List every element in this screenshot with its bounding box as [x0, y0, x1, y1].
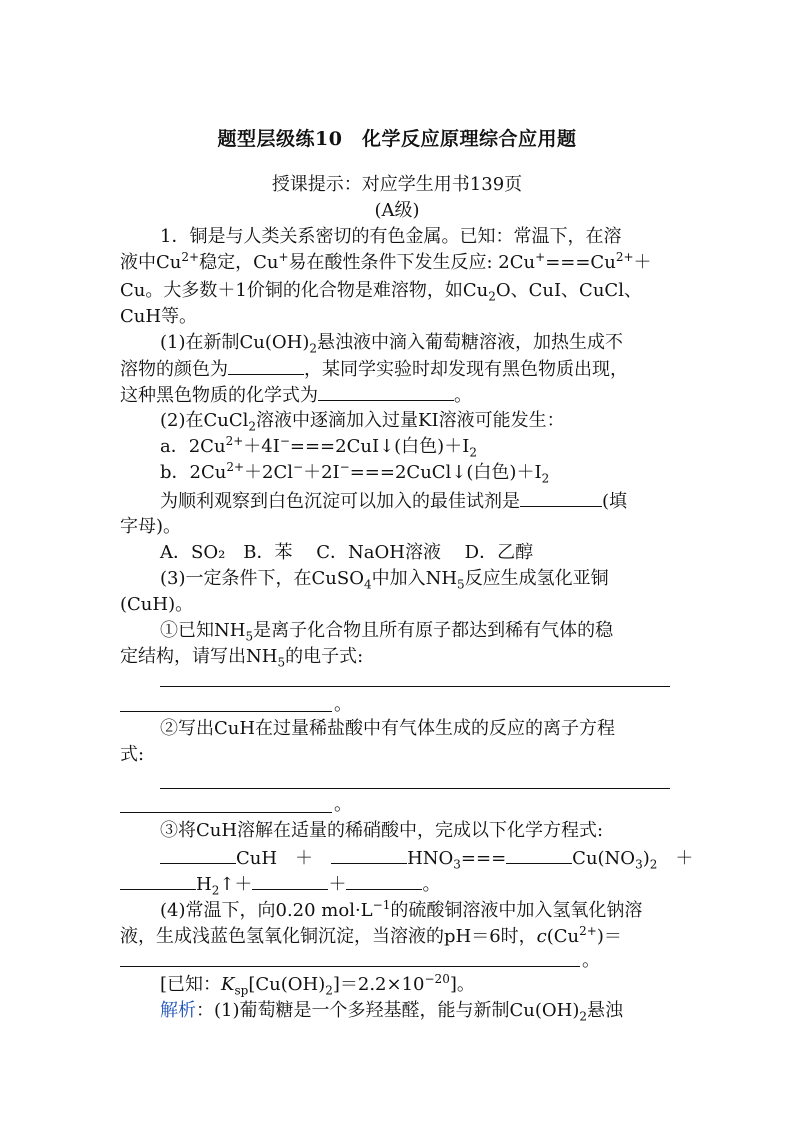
part3-sub1-line-2: 定结构，请写出$NH_5$的电子式: [120, 646, 364, 670]
part3-sub3-line-1: ③将CuH溶解在适量的稀硝酸中，完成以下化学方程式: [160, 820, 604, 841]
answer-line [120, 966, 580, 967]
period-mark: 。 [334, 794, 352, 815]
part4-line-1: (4)常温下，向0.20 $mol\cdot L^{-1}$的硫酸铜溶液中加入氢氧化钠溶 [160, 898, 643, 921]
answer-blank [120, 871, 196, 890]
answer-line [120, 812, 332, 813]
answer-blank [520, 488, 602, 507]
analysis-label: 解析 [160, 1000, 196, 1021]
equation-line-1: CuH ＋ $HNO_3=== Cu(NO_3)_2$ ＋ [160, 845, 676, 872]
reaction-b: b．$2Cu^{2+}+2Cl^-+2I^-===2CuCl↓$(白色)$+I_2$ [160, 460, 550, 486]
part2-line-1: (2)在CuCl$_2$溶液中逐滴加入过量KI溶液可能发生： [160, 410, 565, 434]
part3-line-1: (3)一定条件下，在CuSO$_4$中加入$NH_5$反应生成氢化亚铜 [160, 568, 609, 592]
hint-line: 授课提示：对应学生用书139页 [271, 174, 523, 195]
answer-blank [228, 356, 304, 375]
part3-sub2-line-1: ②写出CuH在过量稀盐酸中有气体生成的反应的离子方程 [160, 718, 616, 739]
part3-sub2-line-2: 式: [120, 744, 145, 765]
answer-blank [318, 382, 454, 401]
answer-line [120, 711, 332, 712]
answer-blank [506, 845, 572, 864]
reaction-a: a．$2Cu^{2+}+4I^-===2CuI↓$(白色)$+I_2$ [160, 434, 477, 460]
answer-blank [160, 845, 236, 864]
period-mark: 。 [334, 694, 352, 715]
answer-line [160, 686, 670, 687]
period-mark: 。 [582, 950, 600, 971]
answer-line [160, 788, 670, 789]
q1-line-3: Cu。大多数＋1价铜的化合物是难溶物，如$Cu_2O$、CuI、CuCl、 [120, 280, 642, 304]
part1-line-1: (1)在新制$Cu(OH)_2$悬浊液中滴入葡萄糖溶液，加热生成不 [160, 332, 624, 356]
part2-options: A．SO₂ B．苯 C．NaOH溶液 D．乙醇 [160, 542, 534, 563]
part1-line-2: 溶物的颜色为 ，某同学实验时却发现有黑色物质出现， [120, 356, 676, 383]
part4-line-2: 液，生成浅蓝色氢氧化铜沉淀，当溶液的pH＝6时，$c(Cu^{2+})=$ [120, 924, 622, 947]
part2-question-end: 字母)。 [120, 516, 182, 537]
part2-question: 为顺利观察到白色沉淀可以加入的最佳试剂是 (填 [160, 488, 676, 515]
answer-blank [252, 871, 328, 890]
part3-sub1-line-1: ①已知$NH_5$是离子化合物且所有原子都达到稀有气体的稳 [160, 620, 614, 644]
answer-blank [346, 871, 422, 890]
part1-line-3: 这种黑色物质的化学式为 。 [120, 382, 676, 409]
analysis-line: 解析：(1)葡萄糖是一个多羟基醛，能与新制$Cu(OH)_2$悬浊 [160, 1000, 624, 1024]
page-title: 题型层级练10 化学反应原理综合应用题 [217, 128, 577, 150]
answer-blank [331, 845, 407, 864]
q1-line-4: CuH等。 [120, 306, 198, 327]
q1-line-2: 液中$Cu^{2+}$稳定，Cu+易在酸性条件下发生反应: $2Cu^+===Cu^{2+}+$ [120, 250, 652, 273]
q1-line-1: 1．铜是与人类关系密切的有色金属。已知：常温下，在溶 [160, 226, 622, 247]
part3-line-2: (CuH)。 [120, 594, 194, 615]
level-label: (A级) [374, 200, 420, 221]
equation-line-2: $H_2↑+$ ＋ 。 [120, 871, 676, 898]
ksp-note: [已知：$K_{sp}[Cu(OH)_2]=2.2\times 10^{-20}$]。 [160, 972, 475, 998]
